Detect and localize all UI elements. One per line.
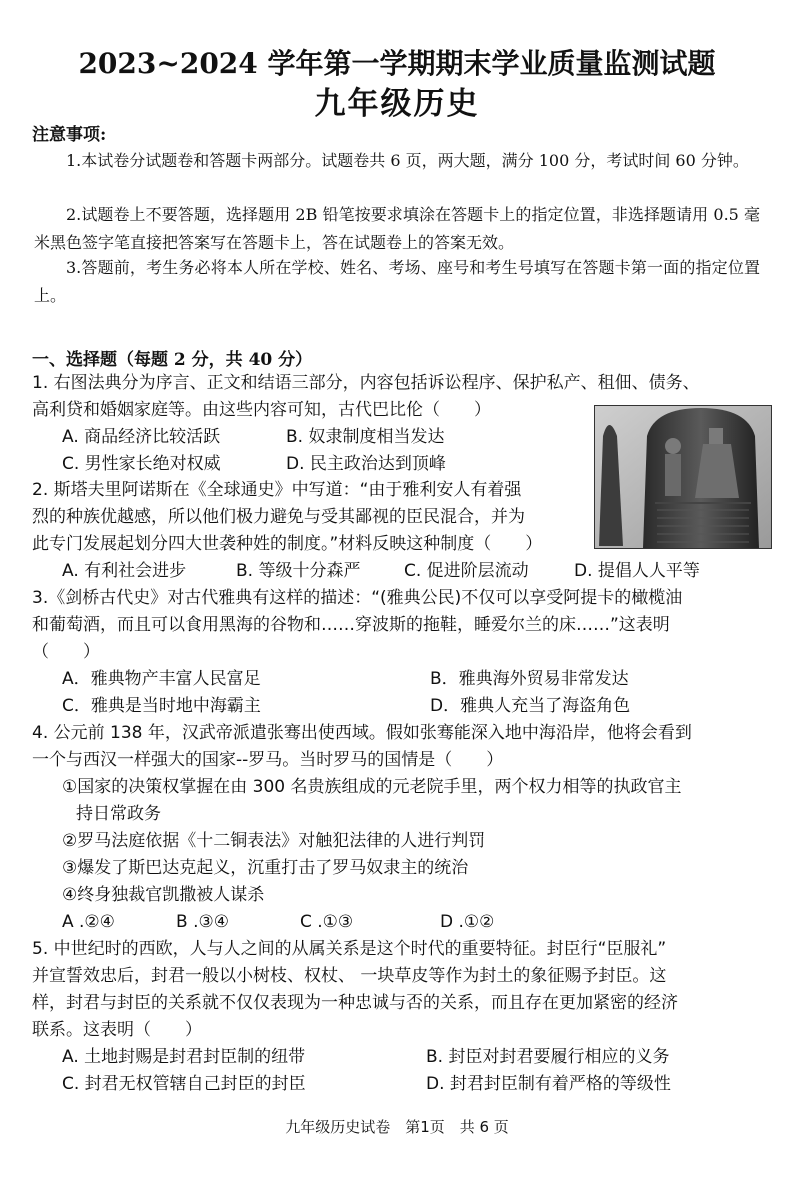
q2-stem-line1: 2. 斯塔夫里阿诺斯在《全球通史》中写道：“由于雅利安人有着强 [32, 480, 522, 500]
q4-stem-line1: 4. 公元前 138 年，汉武帝派遣张骞出使西域。假如张骞能深入地中海沿岸，他将会看到 [32, 723, 692, 743]
q4-option-a: A .②④ [62, 912, 115, 932]
q4-statement-1-line1: ①国家的决策权掌握在由 300 名贵族组成的元老院手里，两个权力相等的执政官主 [62, 777, 682, 797]
q5-option-c: C. 封君无权管辖自己封臣的封臣 [62, 1074, 306, 1094]
exam-subject: 九年级历史 [314, 86, 480, 122]
q4-stem-line2: 一个与西汉一样强大的国家--罗马。当时罗马的国情是（ ） [32, 750, 504, 770]
exam-title: 2023~2024 学年第一学期期末学业质量监测试题 [78, 47, 716, 80]
q2-option-a: A. 有利社会进步 [62, 561, 187, 581]
notice-item-3: 3.答题前，考生务必将本人所在学校、姓名、考场、座号和考生号填写在答题卡第一面的指定位置上。 [34, 258, 760, 305]
q5-stem-line3: 样，封君与封臣的关系就不仅仅表现为一种忠诚与否的关系，而且存在更加紧密的经济 [32, 993, 678, 1013]
q3-stem-line1: 3.《剑桥古代史》对古代雅典有这样的描述：“(雅典公民)不仅可以享受阿提卡的橄榄油 [32, 588, 683, 608]
q1-stem-line2: 高利贷和婚姻家庭等。由这些内容可知，古代巴比伦（ ） [32, 400, 491, 420]
q4-statement-4: ④终身独裁官凯撒被人谋杀 [62, 885, 265, 905]
q2-option-d: D. 提倡人人平等 [574, 561, 700, 581]
q4-option-b: B .③④ [176, 912, 229, 932]
section-heading: 一、选择题（每题 2 分，共 40 分） [32, 350, 313, 370]
q1-option-a: A. 商品经济比较活跃 [62, 427, 221, 447]
q4-statement-2: ②罗马法庭依据《十二铜表法》对触犯法律的人进行判罚 [62, 831, 486, 851]
q2-stem-line2: 烈的种族优越感，所以他们极力避免与受其鄙视的臣民混合，并为 [32, 507, 525, 527]
page-footer: 九年级历史试卷 第1页 共 6 页 [285, 1118, 509, 1136]
q5-stem-line4: 联系。这表明（ ） [32, 1020, 202, 1040]
q4-statement-3: ③爆发了斯巴达克起义，沉重打击了罗马奴隶主的统治 [62, 858, 469, 878]
q5-option-d: D. 封君封臣制有着严格的等级性 [426, 1074, 671, 1094]
q1-option-c: C. 男性家长绝对权威 [62, 454, 221, 474]
q2-option-b: B. 等级十分森严 [236, 561, 361, 581]
q5-option-b: B. 封臣对封君要履行相应的义务 [426, 1047, 670, 1067]
q1-option-d: D. 民主政治达到顶峰 [286, 454, 446, 474]
q3-option-c: C．雅典是当时地中海霸主 [62, 696, 261, 716]
q4-statement-1-line2: 持日常政务 [76, 804, 161, 824]
q1-stem-line1: 1. 右图法典分为序言、正文和结语三部分，内容包括诉讼程序、保护私产、租佃、债务、 [32, 373, 700, 393]
notice-item-2: 2.试题卷上不要答题，选择题用 2B 铅笔按要求填涂在答题卡上的指定位置，非选择题请用 0.5 毫米黑色签字笔直接把答案写在答题卡上，答在试题卷上的答案无效。 [34, 205, 760, 252]
q3-option-d: D．雅典人充当了海盗角色 [430, 696, 631, 716]
q4-option-c: C .①③ [300, 912, 354, 932]
notice-heading: 注意事项: [32, 125, 107, 145]
q3-stem-line3: （ ） [32, 642, 100, 662]
q2-stem-line3: 此专门发展起划分四大世袭种姓的制度。”材料反映这种制度（ ） [32, 534, 543, 554]
q5-option-a: A. 土地封赐是封君封臣制的纽带 [62, 1047, 306, 1067]
q3-option-a: A．雅典物产丰富人民富足 [62, 669, 261, 689]
q2-option-c: C. 促进阶层流动 [404, 561, 529, 581]
hammurabi-stele-image [594, 405, 772, 549]
q3-stem-line2: 和葡萄酒，而且可以食用黑海的谷物和……穿波斯的拖鞋，睡爱尔兰的床……”这表明 [32, 615, 670, 635]
notice-item-1: 1.本试卷分试题卷和答题卡两部分。试题卷共 6 页，两大题，满分 100 分，考试时间 60 分钟。 [66, 151, 749, 170]
q5-stem-line2: 并宣誓效忠后，封君一般以小树枝、权杖、 一块草皮等作为封土的象征赐予封臣。这 [32, 966, 667, 986]
q5-stem-line1: 5. 中世纪时的西欧，人与人之间的从属关系是这个时代的重要特征。封臣行“臣服礼” [32, 939, 667, 959]
q3-option-b: B．雅典海外贸易非常发达 [430, 669, 629, 689]
q1-option-b: B. 奴隶制度相当发达 [286, 427, 445, 447]
q4-option-d: D .①② [440, 912, 495, 932]
